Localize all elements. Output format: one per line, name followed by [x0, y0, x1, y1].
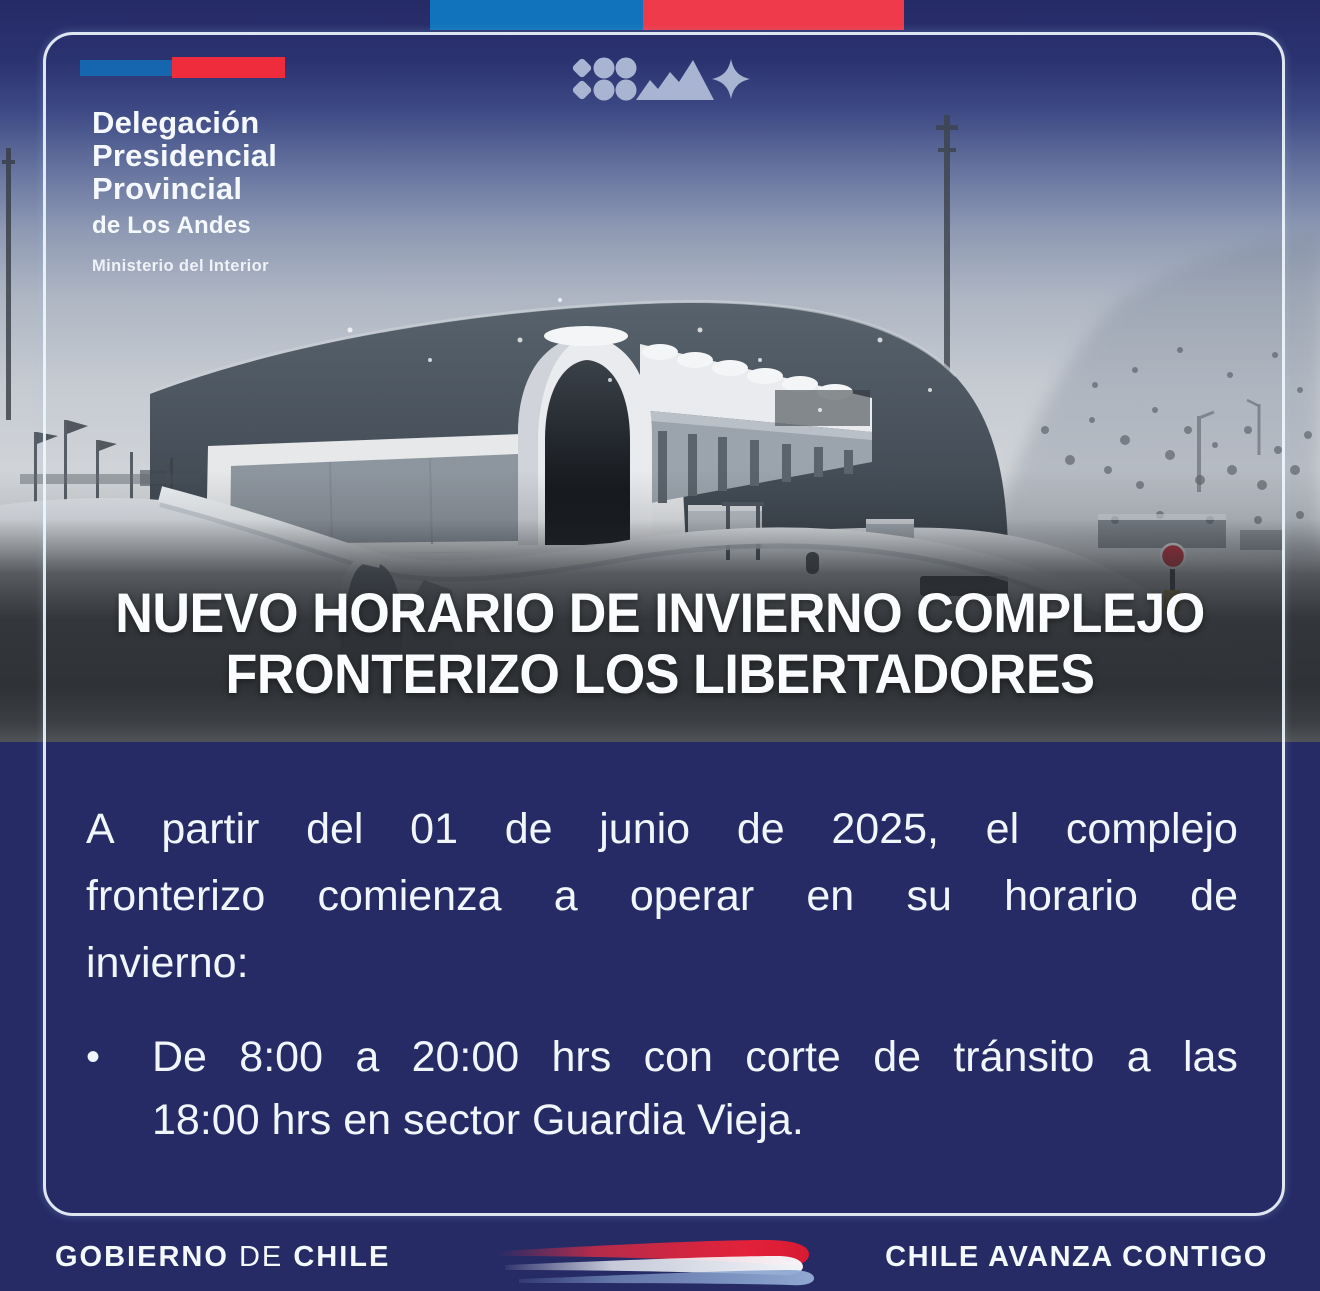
schedule-line: De 8:00 a 20:00 hrs con corte de tránsito a las [152, 1033, 1238, 1081]
org-name-line: Provincial [92, 171, 243, 206]
org-identity [92, 106, 412, 276]
org-subname: de Los Andes [92, 212, 251, 239]
schedule-line: 18:00 hrs en sector Guardia Vieja. [152, 1096, 804, 1144]
announcement-line: A partir del 01 de junio de 2025, el complejo [86, 805, 1238, 853]
org-name-line: Presidencial [92, 138, 278, 173]
chile-avanza-contigo-label: CHILE AVANZA CONTIGO [885, 1240, 1268, 1273]
flag-swoosh-icon [497, 1234, 827, 1286]
ministry-label: Ministerio del Interior [92, 257, 269, 275]
announcement-line: fronterizo comienza a operar en su horario de [86, 872, 1238, 920]
footer [55, 1234, 1268, 1280]
gobierno-de-chile-label [55, 1241, 390, 1274]
title-line: FRONTERIZO LOS LIBERTADORES [225, 642, 1095, 705]
announcement-line: invierno: [86, 939, 249, 987]
schedule-bullet [86, 1026, 1238, 1152]
footer-word: CHILE [293, 1240, 391, 1273]
dots-grid-icon [572, 57, 637, 100]
footer-word: DE [238, 1240, 284, 1273]
page-title [0, 582, 1320, 704]
title-line: NUEVO HORARIO DE INVIERNO COMPLEJO [115, 581, 1205, 644]
flag-red-bar [172, 57, 285, 78]
top-strip-red [643, 0, 904, 30]
mountains-icon [636, 60, 714, 100]
top-strip-blue [430, 0, 643, 30]
bullet-marker: • [86, 1035, 101, 1079]
star-icon [712, 59, 750, 99]
org-name-line: Delegación [92, 105, 260, 140]
announcement-text [86, 796, 1238, 997]
andes-emblem [572, 56, 750, 102]
footer-word: GOBIERNO [55, 1240, 229, 1273]
flag-blue-bar [80, 60, 172, 76]
